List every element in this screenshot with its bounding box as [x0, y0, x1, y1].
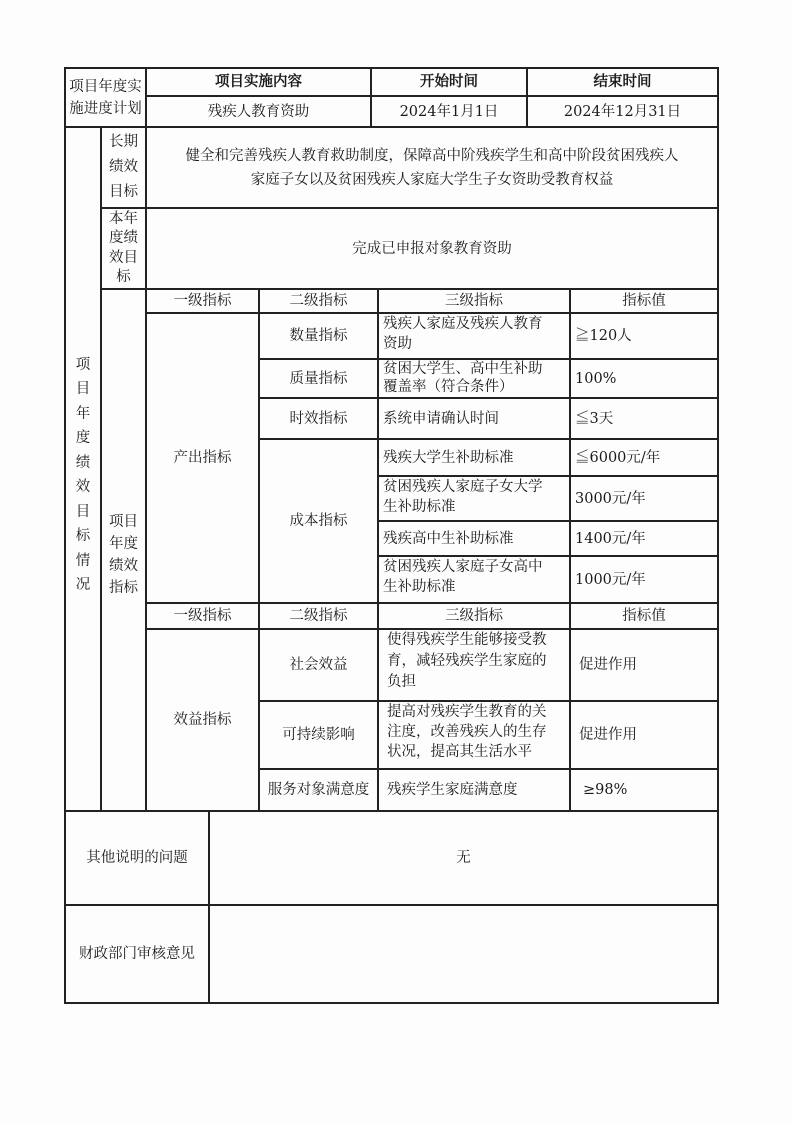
desc-line: 负担 [387, 674, 416, 690]
timeliness-indicator: 时效指标 [289, 410, 348, 427]
goals-section-label [66, 356, 100, 593]
label-char: 效 [75, 479, 91, 495]
desc-line: 提高对残疾学生教育的关 [387, 704, 547, 720]
cost-desc [379, 557, 569, 602]
col-level3: 三级指标 [445, 293, 503, 309]
label-char: 目 [75, 503, 91, 520]
plan-start-date: 2024年1月1日 [399, 103, 499, 120]
desc-line: 覆盖率（符合条件） [383, 379, 514, 395]
finance-review-value [210, 906, 717, 1002]
desc-line: 使得残疾学生能够接受教 [387, 632, 547, 648]
plan-content: 残疾人教育资助 [207, 103, 310, 120]
desc-line: 育，减轻残疾学生家庭的 [387, 653, 547, 669]
label-char: 绩 [75, 454, 91, 471]
output-indicator-label: 产出指标 [173, 450, 232, 466]
annual-goal-label [102, 209, 145, 288]
long-term-goal [147, 128, 717, 207]
col-level1: 一级指标 [173, 293, 232, 309]
sustainable-impact: 可持续影响 [282, 727, 355, 743]
timeliness-value: ≦3天 [575, 410, 614, 427]
plan-label-line: 项目年度实 [69, 78, 142, 95]
label-char: 况 [75, 577, 91, 593]
quality-indicator: 质量指标 [289, 370, 348, 387]
social-benefit-desc [379, 630, 569, 700]
desc-line: 残疾人家庭及残疾人教育 [383, 316, 543, 332]
cost-value: 1400元/年 [575, 530, 646, 547]
label-char: 本年 [109, 210, 138, 227]
desc-line: 贫困残疾人家庭子女高中 [383, 559, 543, 575]
label-char: 标 [75, 528, 91, 544]
header-start: 开始时间 [420, 73, 478, 90]
satisfaction-indicator: 服务对象满意度 [267, 782, 370, 798]
other-notes-value: 无 [456, 850, 471, 866]
quality-value: 100% [575, 370, 617, 387]
cost-desc [379, 477, 569, 520]
cost-value: ≦6000元/年 [575, 449, 661, 466]
social-benefit: 社会效益 [289, 657, 348, 673]
label-char: 度 [75, 430, 91, 446]
label-char: 目标 [109, 184, 138, 200]
label-char: 标 [116, 269, 131, 285]
cost-value: 3000元/年 [575, 490, 646, 507]
desc-line: 状况，提高其生活水平 [387, 744, 532, 760]
finance-review-label: 财政部门审核意见 [79, 946, 195, 962]
col-level2: 二级指标 [289, 608, 348, 624]
cost-desc: 残疾高中生补助标准 [383, 530, 514, 547]
plan-end-date: 2024年12月31日 [563, 103, 682, 120]
long-term-goal-line: 家庭子女以及贫困残疾人家庭大学生子女资助受教育权益 [250, 171, 614, 188]
satisfaction-value: ≥98% [583, 782, 628, 798]
benefit-indicator-label: 效益指标 [173, 712, 232, 728]
col-level2: 二级指标 [289, 293, 348, 309]
other-notes-label: 其他说明的问题 [86, 850, 188, 866]
long-term-label [102, 128, 145, 207]
sustainable-impact-value: 促进作用 [579, 727, 637, 743]
desc-line: 贫困残疾人家庭子女大学 [383, 479, 543, 495]
desc-line: 生补助标准 [383, 579, 456, 595]
desc-line: 贫困大学生、高中生补助 [383, 361, 543, 377]
col-value: 指标值 [622, 293, 666, 309]
col-level3: 三级指标 [445, 608, 503, 624]
quantity-desc [379, 314, 569, 358]
desc-line: 资助 [383, 336, 412, 352]
label-char: 长期 [109, 134, 138, 150]
col-value: 指标值 [622, 608, 666, 624]
cost-indicator: 成本指标 [289, 513, 348, 529]
desc-line: 注度，改善残疾人的生存 [387, 724, 547, 740]
desc-line: 生补助标准 [383, 499, 456, 515]
quantity-value: ≧120人 [575, 328, 632, 344]
label-char: 绩效 [109, 159, 138, 175]
indicators-label [102, 505, 145, 605]
header-end: 结束时间 [593, 73, 652, 90]
annual-goal: 完成已申报对象教育资助 [352, 240, 512, 257]
plan-label [66, 69, 145, 126]
quality-desc [379, 360, 569, 397]
label-char: 绩效 [109, 558, 138, 574]
label-char: 度绩 [109, 230, 138, 246]
quantity-indicator: 数量指标 [289, 328, 348, 344]
long-term-goal-line: 健全和完善残疾人教育救助制度，保障高中阶残疾学生和高中阶段贫困残疾人 [185, 147, 679, 164]
label-char: 目 [75, 381, 91, 397]
satisfaction-desc: 残疾学生家庭满意度 [387, 782, 518, 798]
label-char: 年度 [109, 536, 138, 552]
cost-desc: 残疾大学生补助标准 [383, 449, 514, 466]
header-content: 项目实施内容 [215, 73, 302, 90]
label-char: 指标 [109, 580, 138, 596]
col-level1: 一级指标 [173, 608, 232, 624]
label-char: 效目 [109, 249, 138, 266]
cost-value: 1000元/年 [575, 571, 646, 588]
label-char: 项 [75, 356, 91, 373]
social-benefit-value: 促进作用 [579, 657, 637, 673]
label-char: 情 [75, 552, 91, 569]
label-char: 项目 [109, 514, 138, 530]
plan-label-line: 施进度计划 [69, 100, 142, 117]
sustainable-impact-desc [379, 702, 569, 768]
timeliness-desc: 系统申请确认时间 [383, 410, 499, 427]
label-char: 年 [75, 405, 91, 422]
